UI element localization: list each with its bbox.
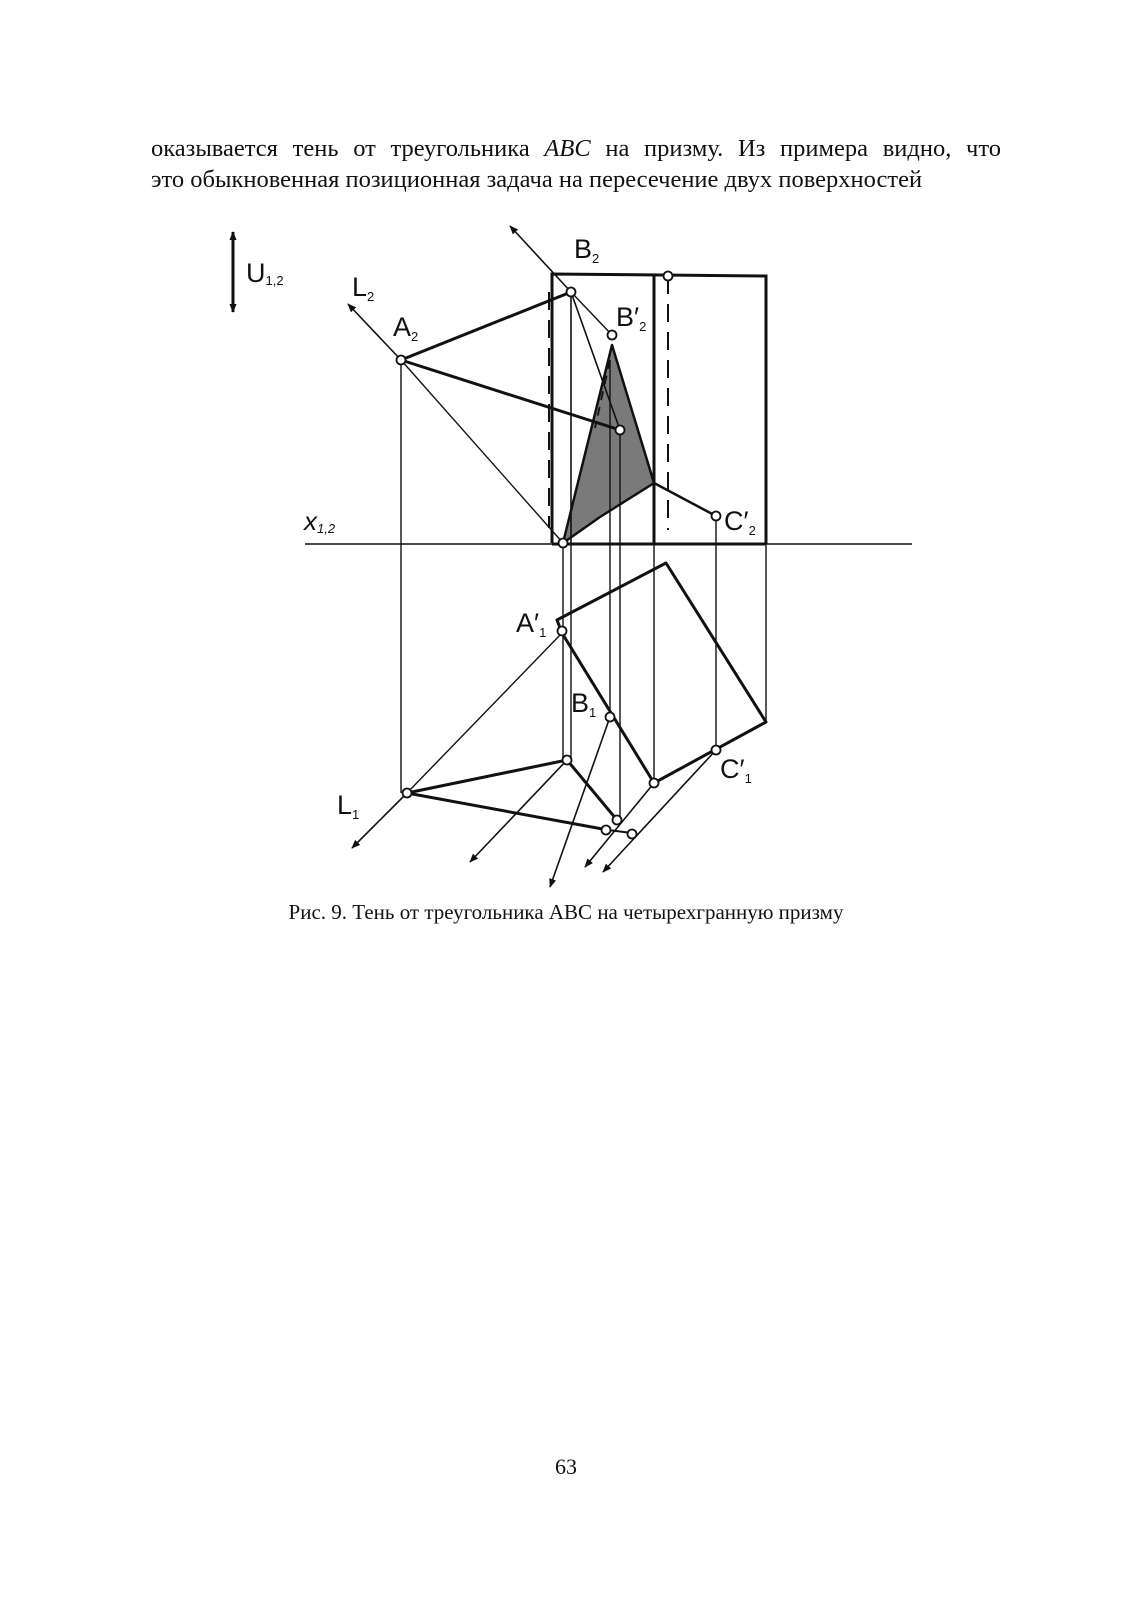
paragraph-line-1 <box>151 133 1001 164</box>
prism-top-view <box>557 563 766 783</box>
triangle-name: ABC <box>544 135 591 162</box>
line1-text-start: оказывается тень от треугольника <box>151 135 545 162</box>
body-paragraph <box>151 133 1001 195</box>
label-l1: L1 <box>337 790 360 822</box>
label-x-axis: x1,2 <box>304 506 336 536</box>
figure-9 <box>225 222 925 902</box>
shadow-construction-drawing <box>225 222 925 902</box>
triangle-top-view <box>407 633 632 833</box>
paragraph-line-2: это обыкновенная позиционная задача на пересечение двух поверхностей <box>151 166 923 193</box>
label-c1-prime: C′1 <box>720 754 752 786</box>
line1-text-end: на призму. Из примера видно, что <box>590 135 1001 162</box>
page-number: 63 <box>555 1454 577 1479</box>
label-b2: B2 <box>574 234 600 266</box>
label-c2-prime: C′2 <box>724 506 756 538</box>
label-a2: A2 <box>393 312 419 344</box>
figure-caption: Рис. 9. Тень от треугольника ABC на четырехгранную призму <box>288 900 844 924</box>
light-rays-top-view <box>352 717 716 887</box>
label-a1-prime: A′1 <box>516 608 547 640</box>
label-b1: B1 <box>571 688 597 720</box>
label-b2-prime: B′2 <box>616 302 647 334</box>
label-l2: L2 <box>352 272 375 304</box>
light-ray-b2 <box>510 226 571 292</box>
shadow-region <box>563 345 716 543</box>
label-u: U1,2 <box>246 258 284 288</box>
